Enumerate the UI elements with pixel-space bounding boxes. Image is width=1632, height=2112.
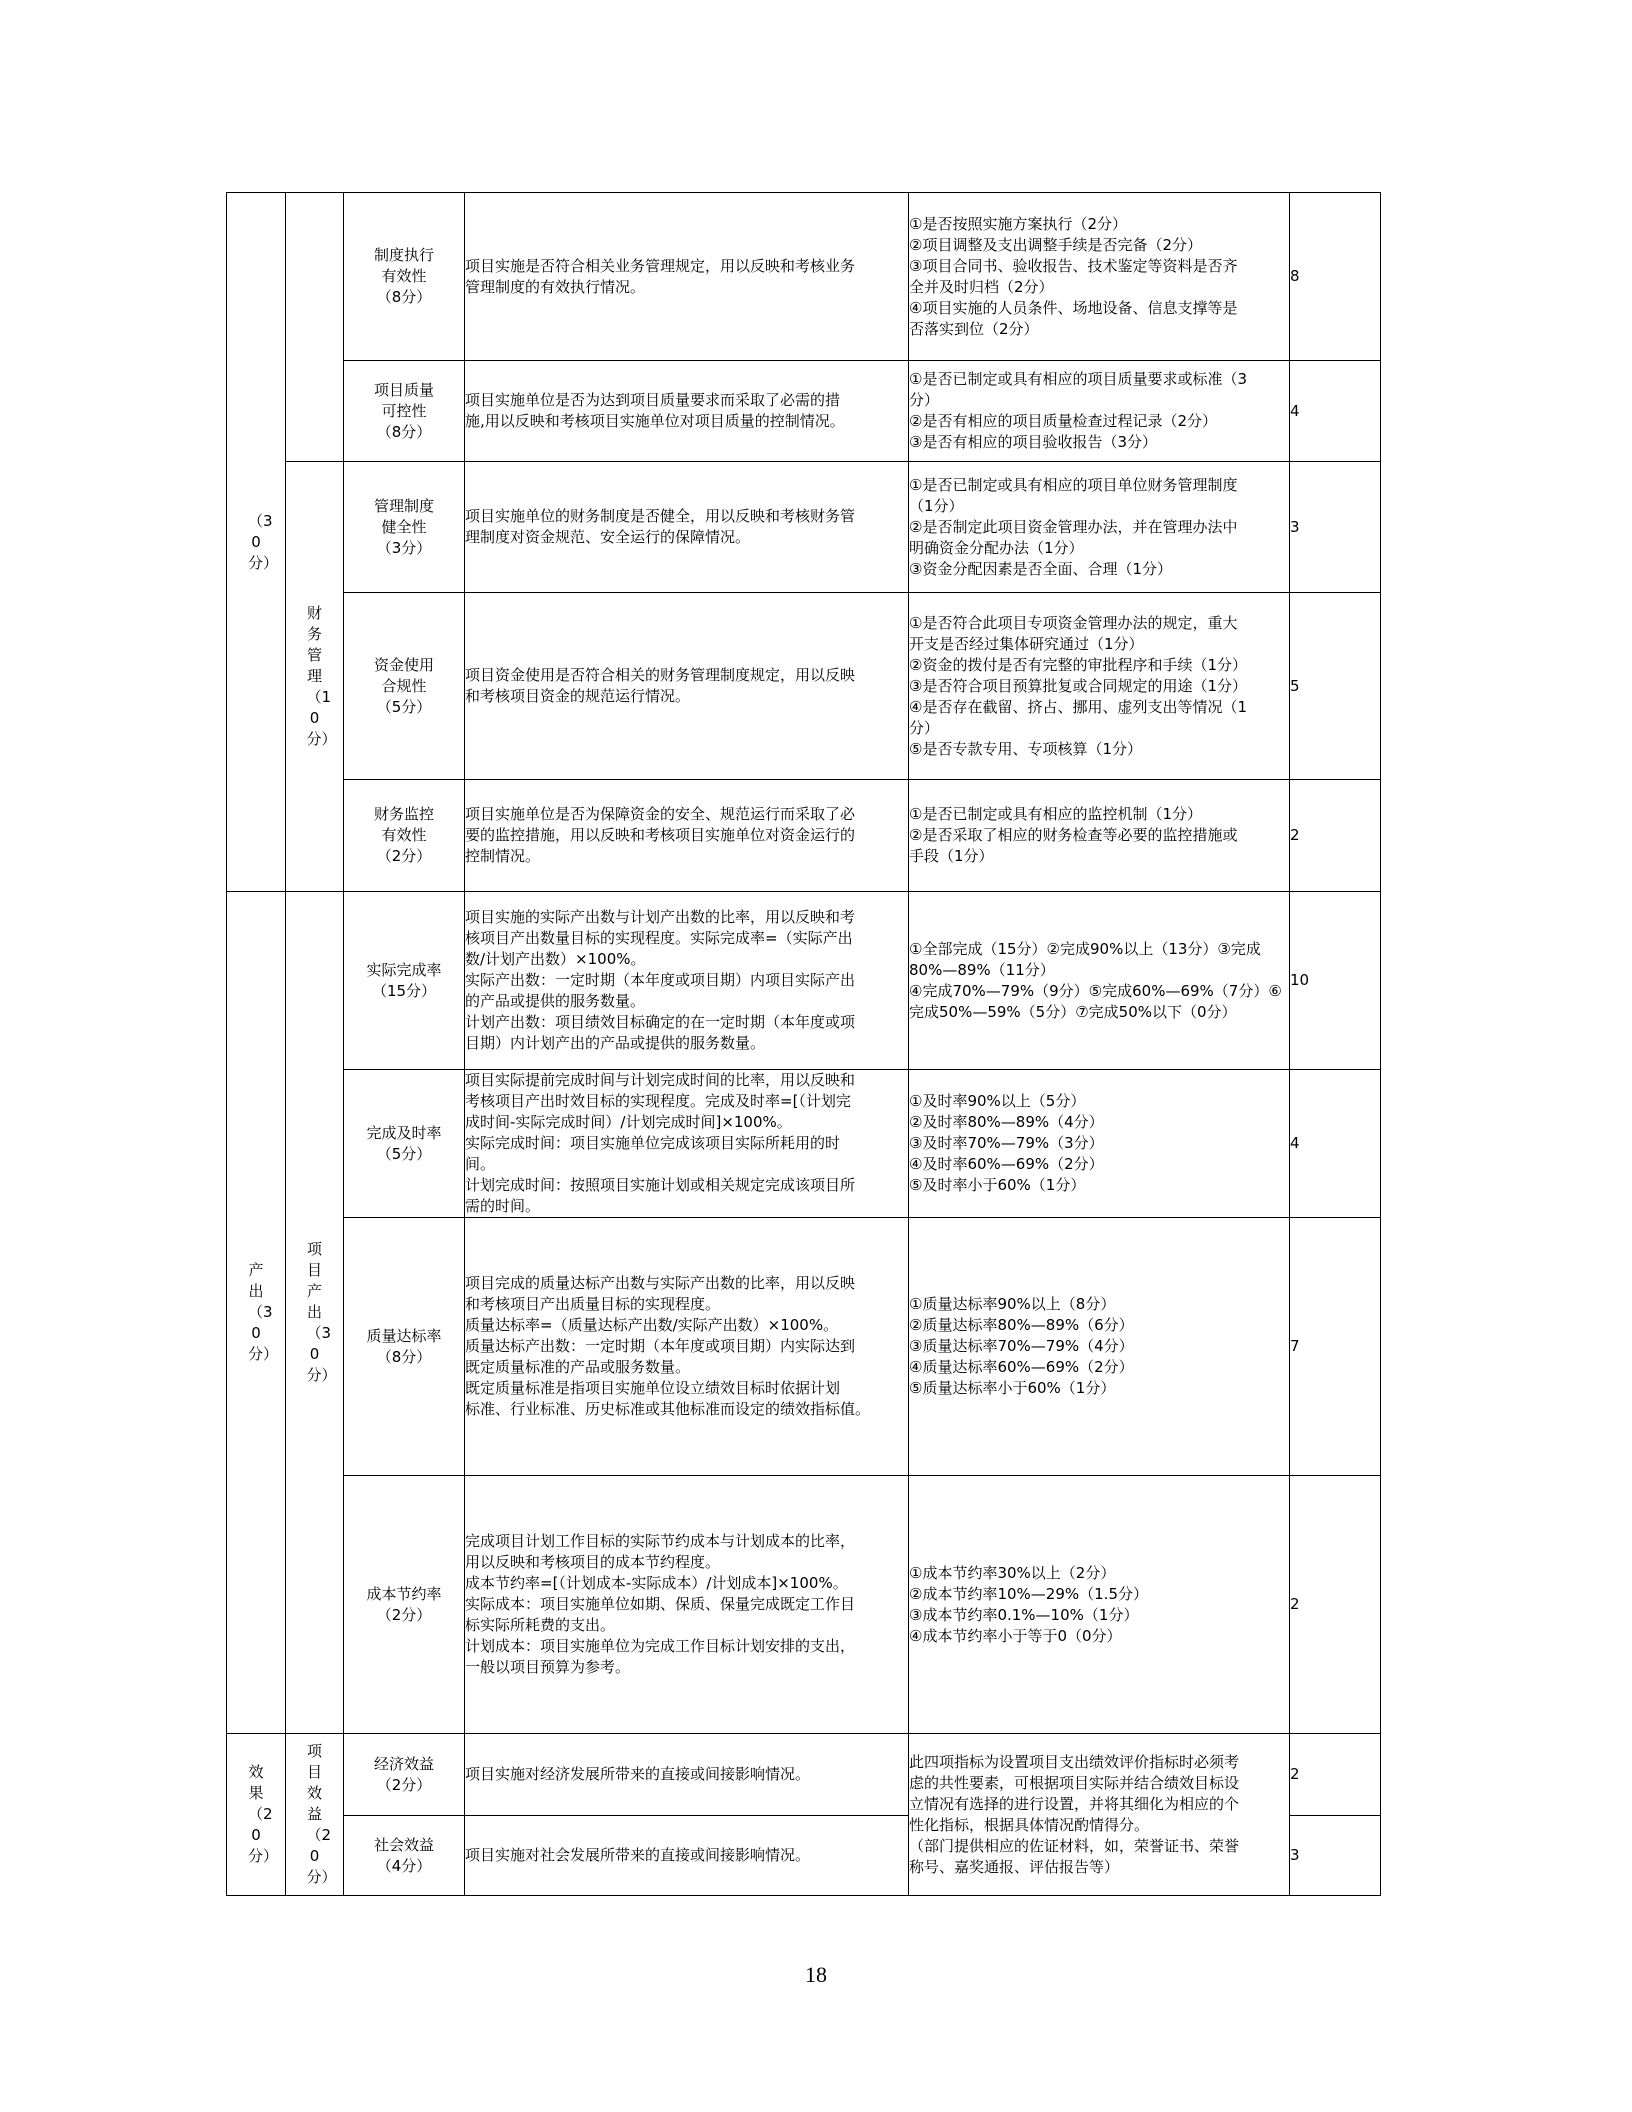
subcategory-cell: 项目产出（30分）	[286, 892, 344, 1734]
score-cell: 3	[1290, 462, 1381, 593]
indicator-explanation-cell: 项目实施单位是否为达到项目质量要求而采取了必需的措 施,用以反映和考核项目实施单位对项目质量的控制情况。	[465, 361, 909, 462]
indicator-name-cell: 社会效益 （4分）	[344, 1816, 465, 1896]
indicator-name-cell: 制度执行 有效性 （8分）	[344, 193, 465, 361]
page-number: 18	[805, 1962, 827, 1987]
indicator-name-cell: 项目质量 可控性 （8分）	[344, 361, 465, 462]
indicator-explanation-cell: 项目完成的质量达标产出数与实际产出数的比率，用以反映 和考核项目产出质量目标的实现程度。 质量达标率=（质量达标产出数/实际产出数）×100%。 质量达标产出数：一定时期（本年度或项目期）内实际达到 既定质量标准的产品或服务数量。 既定质量标准是指项目实施单位设立绩效目标时依据计划 标准、行业标准、历史标准或其他标准而设定的绩效指标值。	[465, 1218, 909, 1476]
score-cell: 2	[1290, 780, 1381, 892]
evaluation-indicator-table	[226, 192, 1381, 1896]
table-row	[227, 193, 1381, 361]
table-row	[227, 892, 1381, 1070]
scoring-criteria-cell: ①是否已制定或具有相应的项目单位财务管理制度 （1分） ②是否制定此项目资金管理办法，并在管理办法中 明确资金分配办法（1分） ③资金分配因素是否全面、合理（1分）	[909, 462, 1290, 593]
indicator-explanation-cell: 项目实施单位是否为保障资金的安全、规范运行而采取了必 要的监控措施，用以反映和考核项目实施单位对资金运行的 控制情况。	[465, 780, 909, 892]
indicator-explanation-cell: 项目实施是否符合相关业务管理规定，用以反映和考核业务 管理制度的有效执行情况。	[465, 193, 909, 361]
indicator-explanation-cell: 项目实际提前完成时间与计划完成时间的比率，用以反映和 考核项目产出时效目标的实现程度。完成及时率=[（计划完 成时间-实际完成时间）/计划完成时间]×100%。 实际完成时间：项目实施单位完成该项目实际所耗用的时 间。 计划完成时间：按照项目实施计划或相关规定完成该项目所 需的时间。	[465, 1070, 909, 1218]
score-cell: 3	[1290, 1816, 1381, 1896]
indicator-explanation-cell: 项目实施的实际产出数与计划产出数的比率，用以反映和考 核项目产出数量目标的实现程度。实际完成率=（实际产出 数/计划产出数）×100%。 实际产出数：一定时期（本年度或项目期）内项目实际产出 的产品或提供的服务数量。 计划产出数：项目绩效目标确定的在一定时期（本年度或项 目期）内计划产出的产品或提供的服务数量。	[465, 892, 909, 1070]
score-cell: 7	[1290, 1218, 1381, 1476]
scoring-criteria-cell: ①是否按照实施方案执行（2分） ②项目调整及支出调整手续是否完备（2分） ③项目合同书、验收报告、技术鉴定等资料是否齐 全并及时归档（2分） ④项目实施的人员条件、场地设备、信息支撑等是 否落实到位（2分）	[909, 193, 1290, 361]
score-cell: 4	[1290, 361, 1381, 462]
indicator-explanation-cell: 项目实施对经济发展所带来的直接或间接影响情况。	[465, 1734, 909, 1816]
table-row	[227, 1070, 1381, 1218]
score-cell: 10	[1290, 892, 1381, 1070]
scoring-criteria-cell: ①及时率90%以上（5分） ②及时率80%—89%（4分） ③及时率70%—79%（3分） ④及时率60%—69%（2分） ⑤及时率小于60%（1分）	[909, 1070, 1290, 1218]
scoring-criteria-cell: ①全部完成（15分）②完成90%以上（13分）③完成 80%—89%（11分） ④完成70%—79%（9分）⑤完成60%—69%（7分）⑥ 完成50%—59%（5分）⑦完成50%以下（0分）	[909, 892, 1290, 1070]
scoring-criteria-cell: ①是否已制定或具有相应的项目质量要求或标准（3 分） ②是否有相应的项目质量检查过程记录（2分） ③是否有相应的项目验收报告（3分）	[909, 361, 1290, 462]
scoring-criteria-cell: ①是否已制定或具有相应的监控机制（1分） ②是否采取了相应的财务检查等必要的监控措施或 手段（1分）	[909, 780, 1290, 892]
indicator-name-cell: 完成及时率 （5分）	[344, 1070, 465, 1218]
table-row	[227, 593, 1381, 780]
score-cell: 2	[1290, 1734, 1381, 1816]
indicator-name-cell: 实际完成率 （15分）	[344, 892, 465, 1070]
indicator-explanation-cell: 完成项目计划工作目标的实际节约成本与计划成本的比率， 用以反映和考核项目的成本节约程度。 成本节约率=[（计划成本-实际成本）/计划成本]×100%。 实际成本：项目实施单位如期、保质、保量完成既定工作目 标实际所耗费的支出。 计划成本：项目实施单位为完成工作目标计划安排的支出， 一般以项目预算为参考。	[465, 1476, 909, 1734]
scoring-criteria-cell: 此四项指标为设置项目支出绩效评价指标时必须考 虑的共性要素，可根据项目实际并结合绩效目标设 立情况有选择的进行设置，并将其细化为相应的个 性化指标，根据具体情况酌情得分。 （部门提供相应的佐证材料，如，荣誉证书、荣誉 称号、嘉奖通报、评估报告等）	[909, 1734, 1290, 1896]
subcategory-cell: 财务管理（10分）	[286, 462, 344, 892]
table-row	[227, 1476, 1381, 1734]
indicator-name-cell: 经济效益 （2分）	[344, 1734, 465, 1816]
table-row	[227, 462, 1381, 593]
score-cell: 5	[1290, 593, 1381, 780]
indicator-explanation-cell: 项目实施对社会发展所带来的直接或间接影响情况。	[465, 1816, 909, 1896]
category-cell: （30分）	[227, 193, 286, 892]
score-cell: 4	[1290, 1070, 1381, 1218]
indicator-name-cell: 质量达标率 （8分）	[344, 1218, 465, 1476]
category-cell: 产出（30分）	[227, 892, 286, 1734]
indicator-explanation-cell: 项目资金使用是否符合相关的财务管理制度规定，用以反映 和考核项目资金的规范运行情况。	[465, 593, 909, 780]
scoring-criteria-cell: ①质量达标率90%以上（8分） ②质量达标率80%—89%（6分） ③质量达标率70%—79%（4分） ④质量达标率60%—69%（2分） ⑤质量达标率小于60%（1分）	[909, 1218, 1290, 1476]
indicator-name-cell: 成本节约率 （2分）	[344, 1476, 465, 1734]
table-row	[227, 361, 1381, 462]
table-row	[227, 780, 1381, 892]
subcategory-cell: 项目效益（20分）	[286, 1734, 344, 1896]
table-row	[227, 1218, 1381, 1476]
scoring-criteria-cell: ①成本节约率30%以上（2分） ②成本节约率10%—29%（1.5分） ③成本节约率0.1%—10%（1分） ④成本节约率小于等于0（0分）	[909, 1476, 1290, 1734]
scoring-criteria-cell: ①是否符合此项目专项资金管理办法的规定，重大 开支是否经过集体研究通过（1分） ②资金的拨付是否有完整的审批程序和手续（1分） ③是否符合项目预算批复或合同规定的用途（1分） ④是否存在截留、挤占、挪用、虚列支出等情况（1 分） ⑤是否专款专用、专项核算（1分）	[909, 593, 1290, 780]
indicator-name-cell: 管理制度 健全性 （3分）	[344, 462, 465, 593]
table-row	[227, 1734, 1381, 1816]
score-cell: 2	[1290, 1476, 1381, 1734]
indicator-name-cell: 财务监控 有效性 （2分）	[344, 780, 465, 892]
category-cell: 效果（20分）	[227, 1734, 286, 1896]
subcategory-cell	[286, 193, 344, 462]
indicator-name-cell: 资金使用 合规性 （5分）	[344, 593, 465, 780]
score-cell: 8	[1290, 193, 1381, 361]
indicator-explanation-cell: 项目实施单位的财务制度是否健全，用以反映和考核财务管 理制度对资金规范、安全运行的保障情况。	[465, 462, 909, 593]
